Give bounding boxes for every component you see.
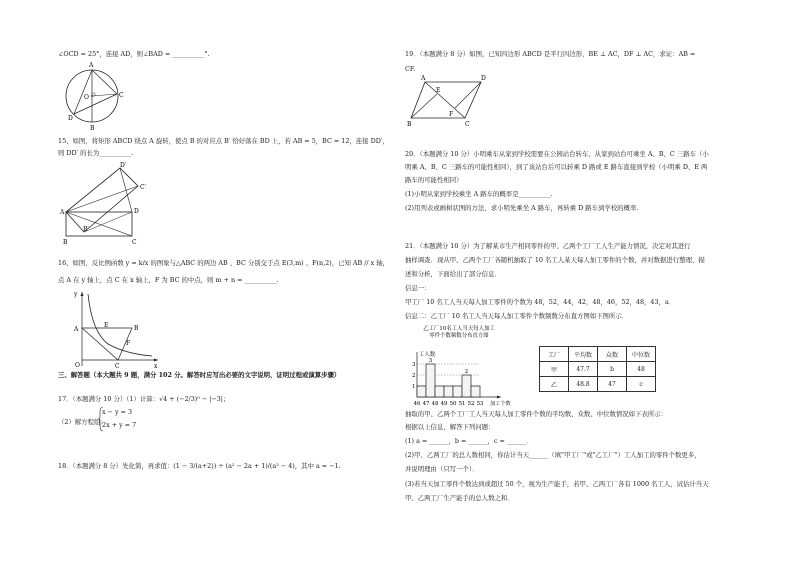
table-cell: 47.7 [569,362,598,377]
x-tick-label: 49 [440,401,448,407]
svg-text:D: D [134,208,139,215]
table-header-cell: 工厂 [540,347,569,362]
bar-data-label: 3 [428,358,433,364]
table-row [540,362,656,377]
svg-text:C′: C′ [140,184,146,191]
q17-text-b: （2）解方程组： [58,418,107,426]
info-1-data: 甲工厂 10 名工人当天每人加工零件的个数为 48，52，44，42，48，46，52，48，43，a． [405,298,676,306]
svg-text:B: B [90,125,95,132]
table-cell: 甲 [540,362,569,377]
svg-text:x: x [154,363,158,370]
svg-text:E: E [104,322,109,329]
histogram-bar [444,386,453,397]
table-cell: 48 [627,362,656,377]
svg-text:D: D [481,75,486,82]
table-row [540,377,656,392]
svg-text:B: B [134,325,139,332]
x-tick-label: 46 [413,401,421,407]
histogram-plot [412,350,512,407]
svg-text:B: B [407,121,412,128]
histogram-bar [453,386,462,397]
equation-brace-icon [98,406,104,432]
svg-text:B′: B′ [83,226,89,233]
table-cell: b [598,362,627,377]
svg-text:y: y [74,291,78,298]
svg-text:O: O [84,94,89,101]
table-cell: c [627,377,656,392]
q19-text: 19．（本题满分 8 分）如图，已知四边形 ABCD 是平行四边形，BE ⊥ AC，DF ⊥ AC，求证：AB = [405,50,696,58]
q21-line-3: 述和分析，下面给出了部分信息． [405,270,501,278]
q21-line-2: 抽样调查．现从甲、乙两个工厂各随机抽取了 10 名工人某天每人加工零件的个数，并对数据进行整理、描 [405,256,705,264]
q20-part-1: (1)小明从家到学校乘坐 A 路车的概率是__________. [405,190,553,198]
info-2-text: 信息二：乙工厂 10 名工人当天每人加工零件个数频数分布直方图如下图所示． [405,312,629,320]
q15-text: 15、如图，将矩形 ABCD 绕点 A 旋转，使点 B 的对应点 B′ 恰好落在 BD 上，若 AB = 5，BC = 12，连接 DD′， [58,137,389,145]
svg-text:D′: D′ [120,162,127,169]
q17-text: 17．（本题满分 10 分）（1）计算：√4 + (−2/3)⁰ − |−3|； [58,395,230,403]
svg-text:E: E [436,87,441,94]
svg-text:A: A [89,62,94,69]
q20-part-2: (2)用列表或画树状图的方法，求小明先乘坐 A 路车，再转乘 D 路车到学校的概率. [405,204,639,212]
histogram-bar [435,386,444,397]
table-header-cell: 众数 [598,347,627,362]
hyperbola-figure [68,288,160,368]
x-tick-label: 51 [458,401,466,407]
q17-equation-2: 2x + y = 7 [102,421,137,429]
histogram-bar [462,375,471,397]
svg-text:B: B [63,239,68,246]
svg-text:A: A [60,209,65,216]
q16-text: 16、如图，反比例函数 y = k/x 的图象与△ABC 的两边 AB 、BC 分别交于点 E(3,m) 、F(n,2)，已知 AB // x 轴， [58,259,390,267]
q18-text: 18．（本题满分 8 分）先化简，再求值：(1 − 3/(a+2)) ÷ (a² − 2a + 1)/(a² − 4)，其中 a = −1. [58,462,341,470]
chart-title-line-2: 零件个数频数分布直方图 [429,333,489,339]
table-cell: 乙 [540,377,569,392]
after-text-3: (1) a = ______，b = ______，c = ______． [405,437,533,445]
svg-text:C: C [465,121,470,128]
table-header-row [540,347,656,362]
after-text-5: 并说明理由（只写一个）． [405,465,479,473]
bar-data-label: 2 [464,369,469,375]
x-tick-label: 47 [422,401,430,407]
circle-figure [60,58,128,134]
after-text-1: 抽取的甲、乙两个工厂工人当天每人加工零件个数的平均数、众数、中位数情况如下表所示： [405,410,668,418]
histogram-bar [471,386,480,397]
section-3-heading: 三、解答题（本大题共 9 题，满分 102 分。解答时应写出必要的文字说明、证明过程或演算步骤） [58,371,341,379]
histogram-bar [417,386,426,397]
chart-title-line-1: 乙工厂10名工人当天每人加工 [423,326,495,332]
q20-line-3: 路车的可能性相同） [405,176,463,184]
histogram-bar [426,364,435,397]
svg-text:C: C [115,363,120,370]
table-cell: 48.8 [569,377,598,392]
after-text-4: (2)甲、乙两工厂的总人数相同，你估计当天______（填"甲工厂"或"乙工厂"）工人加工的零件个数更多， [405,451,701,459]
svg-text:A: A [74,326,79,333]
frequency-histogram [405,323,533,405]
parallelogram-figure [407,72,485,130]
q15-text-b: 则 DD′ 的长为__________. [58,149,134,157]
q19-text-b: CF. [405,65,416,73]
svg-text:D: D [68,115,73,122]
svg-text:A: A [421,75,426,82]
x-tick-label: 48 [431,401,439,407]
y-tick-label: 1 [412,384,416,390]
svg-text:F: F [449,111,454,118]
y-tick-label: 3 [412,362,416,368]
svg-text:C: C [119,92,124,99]
after-text-2: 根据以上信息，解答下列问题： [405,423,495,431]
q21-line-1: 21．（本题满分 10 分）为了解某市生产相同零件的甲、乙两个工厂工人生产能力情况，决定对其进行 [405,242,691,250]
x-tick-label: 53 [476,401,484,407]
q17-equation-1: x − y = 3 [102,408,133,416]
x-axis-label: 加工个数 [490,401,511,407]
y-axis-label: 工人数 [419,352,436,358]
after-text-6: (3)若当天加工零件个数达到或超过 50 个，视为生产能手，若甲、乙两工厂各有 1000 名工人，试估计当天 [405,480,709,488]
svg-text:F: F [126,340,131,347]
stats-table [539,346,656,392]
svg-text:O: O [75,362,80,369]
q16-text-b: 点 A 在 y 轴上，点 C 在 x 轴上，F 为 BC 的中点，则 m + n = __________. [58,276,279,284]
table-header-cell: 中位数 [627,347,656,362]
y-tick-label: 2 [412,373,416,379]
table-header-cell: 平均数 [569,347,598,362]
table-cell: 47 [598,377,627,392]
q20-line-2: 明乘 A、B、C 三路车的可能性相同），到了该站台后可以转乘 D 路或 E 路车直接到学校（小明乘 D、E 两 [405,163,708,171]
svg-text:C: C [132,239,137,246]
after-text-7: 甲、乙两工厂生产能手的总人数之和． [405,494,514,502]
q20-line-1: 20．（本题满分 10 分）小明乘车从家到学校需要在公园站台转车，从家到站台可乘坐 A、B、C 三路车（小 [405,150,709,158]
x-tick-label: 50 [449,401,457,407]
q14-tail: ∠OCD = 25°，连接 AD，则∠BAD = __________°. [58,50,210,58]
x-axis-arrow-icon [497,396,501,399]
rectangle-rotation-figure [60,160,150,252]
x-tick-label: 52 [467,401,475,407]
info-1-label: 信息一： [405,284,431,292]
